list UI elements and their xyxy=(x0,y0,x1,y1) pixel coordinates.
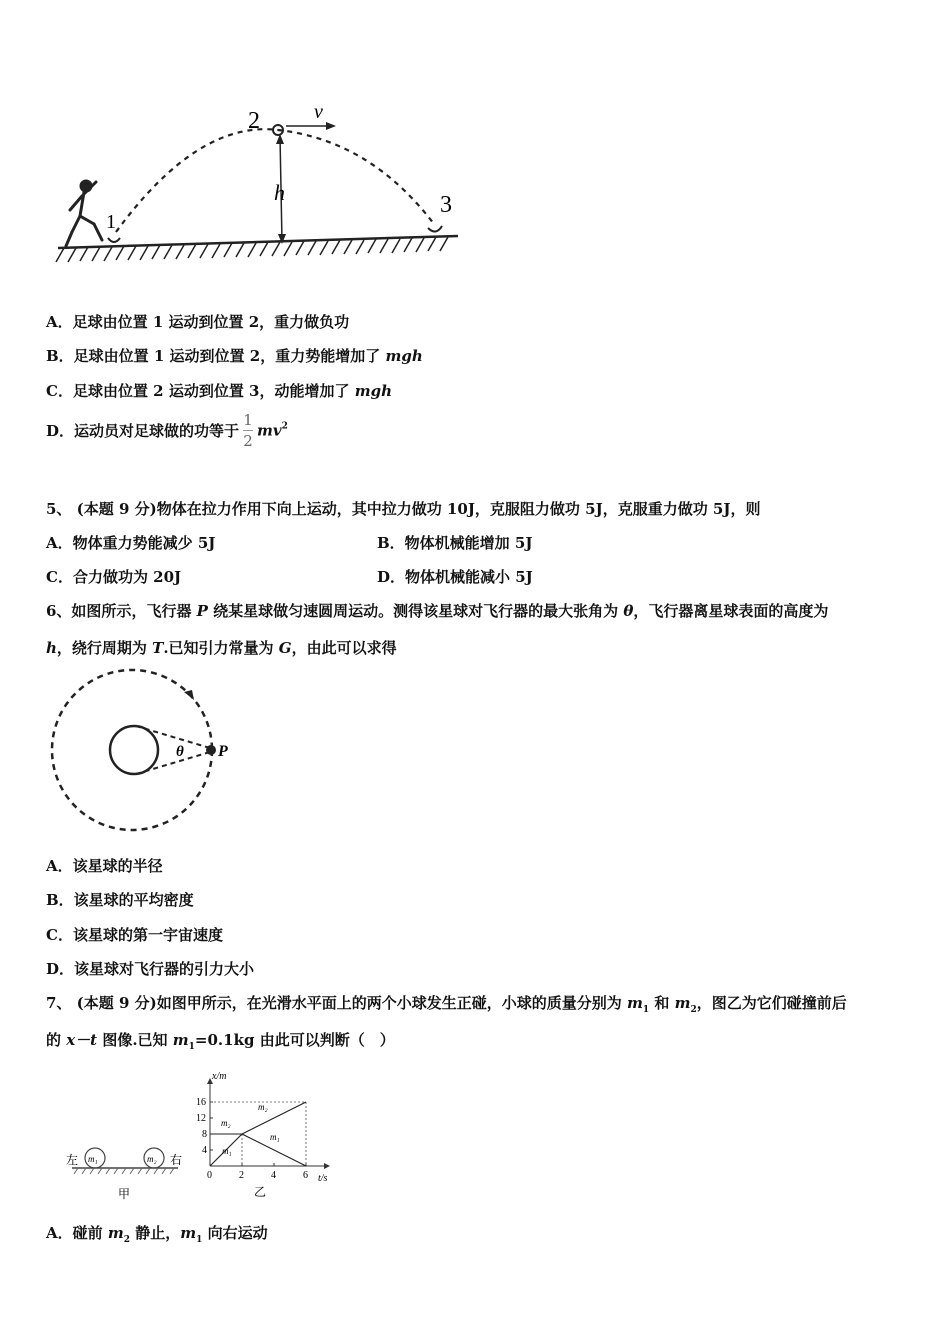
q4-option-d-text: D．运动员对足球做的功等于 xyxy=(46,422,240,440)
q6-stem-text-d: ，绕行周期为 xyxy=(56,639,153,657)
ball-position-3 xyxy=(428,226,442,232)
q6-stem-text-f: ，由此可以求得 xyxy=(291,639,397,657)
football-trajectory-figure xyxy=(50,100,470,270)
q7-stem-text-b: ，图乙为它们碰撞前后 xyxy=(696,994,847,1012)
q7-stem-var-m1: m xyxy=(626,994,643,1012)
q4-option-d-fraction xyxy=(243,412,253,449)
q6-option-b: B．该星球的平均密度 xyxy=(46,891,194,909)
left-label: 左 xyxy=(66,1153,79,1167)
q6-stem-line1 xyxy=(46,600,828,621)
q5-option-c: C．合力做功为 20J xyxy=(46,568,182,586)
label-position-1: 1 xyxy=(106,211,116,233)
q6-option-a: A．该星球的半径 xyxy=(46,857,163,875)
x-tick-label: 0 xyxy=(207,1170,212,1181)
x-tick-label: 6 xyxy=(303,1170,308,1181)
ground-hatching xyxy=(56,237,448,262)
q6-stem-var-t: T xyxy=(152,639,164,657)
y-tick-label: 8 xyxy=(202,1129,207,1140)
q7-option-a-sub-2: 2 xyxy=(123,1235,131,1245)
right-label: 右 xyxy=(170,1153,183,1167)
q7-stem-text-a: 7、 (本题 9 分)如图甲所示，在光滑水平面上的两个小球发生正碰，小球的质量分别为 xyxy=(46,994,627,1012)
q4-option-b-var: mgh xyxy=(385,347,423,365)
q7-stem-sub-2: 2 xyxy=(690,1005,697,1015)
orbit-figure xyxy=(46,668,246,838)
collision-figure-jia xyxy=(60,1140,190,1202)
series-label-after: m₂ xyxy=(258,1102,268,1112)
table-hatching xyxy=(74,1168,174,1174)
q6-stem-var-p: P xyxy=(196,602,208,620)
q7-stem-sub-3: 1 xyxy=(188,1042,195,1052)
q6-stem-text-e: .已知引力常量为 xyxy=(163,639,279,657)
q7-option-a-text-a: A．碰前 xyxy=(46,1224,108,1242)
q6-stem-var-g: G xyxy=(278,639,292,657)
xt-chart-axes xyxy=(196,1078,330,1181)
q7-stem-var-m: m xyxy=(172,1031,189,1049)
q4-option-c-var: mgh xyxy=(354,382,392,400)
fraction-denominator: 2 xyxy=(243,432,253,450)
tangent-line-lower xyxy=(136,752,210,774)
q7-stem-var-xt: x－t xyxy=(66,1031,98,1049)
label-position-2: 2 xyxy=(248,108,260,134)
angle-theta-label: θ xyxy=(176,744,184,760)
series-label-before: m₂ xyxy=(221,1118,231,1128)
y-tick-label: 4 xyxy=(202,1145,207,1156)
label-position-3: 3 xyxy=(440,192,452,218)
q6-stem-text-b: 绕某星球做匀速圆周运动。测得该星球对飞行器的最大张角为 xyxy=(207,602,624,620)
q7-option-a-text-b: 静止， xyxy=(130,1224,181,1242)
q7-stem-text-c: 的 xyxy=(46,1031,67,1049)
orbit-direction-arrow xyxy=(184,690,194,700)
q6-option-c: C．该星球的第一宇宙速度 xyxy=(46,926,223,944)
xt-chart-figure xyxy=(190,1062,350,1202)
figure-yi-caption: 乙 xyxy=(254,1185,267,1199)
planet xyxy=(110,726,158,774)
q7-stem-var-m2: m xyxy=(674,994,691,1012)
q5-option-d: D．物体机械能减小 5J xyxy=(377,568,533,586)
x-tick-label: 4 xyxy=(271,1170,276,1181)
q4-option-a: A．足球由位置 1 运动到位置 2，重力做负功 xyxy=(46,313,350,331)
spacecraft-label: P xyxy=(218,743,228,760)
fraction-numerator: 1 xyxy=(243,411,253,429)
q5-option-b: B．物体机械能增加 5J xyxy=(377,534,533,552)
q7-option-a-sub-1: 1 xyxy=(196,1235,203,1245)
q4-option-d-var: mv xyxy=(257,421,282,440)
label-velocity: v xyxy=(314,101,323,123)
x-axis-label: t/s xyxy=(318,1173,328,1184)
q6-stem-text-c: ，飞行器离星球表面的高度为 xyxy=(633,602,829,620)
q4-option-c xyxy=(46,380,392,401)
q4-option-b-text: B．足球由位置 1 运动到位置 2，重力势能增加了 xyxy=(46,347,386,365)
figure-jia-caption: 甲 xyxy=(118,1187,131,1201)
q7-stem-line1 xyxy=(46,992,847,1015)
x-axis-arrow xyxy=(324,1163,330,1169)
series-label-before: m₁ xyxy=(222,1146,232,1156)
tangent-line-upper xyxy=(136,726,210,748)
q6-stem-var-theta: θ xyxy=(623,602,634,620)
q7-option-a xyxy=(46,1222,268,1245)
q4-option-c-text: C．足球由位置 2 运动到位置 3，动能增加了 xyxy=(46,382,355,400)
ball-m1-label: m₁ xyxy=(88,1154,98,1164)
q4-option-d xyxy=(46,412,288,449)
q6-option-d: D．该星球对飞行器的引力大小 xyxy=(46,960,255,978)
q7-stem-text-e: =0.1kg 由此可以判断（ ） xyxy=(194,1031,395,1049)
q7-stem-line2 xyxy=(46,1029,395,1052)
q6-stem-var-h: h xyxy=(46,639,57,657)
q4-option-b xyxy=(46,345,423,366)
q5-option-a: A．物体重力势能减少 5J xyxy=(46,534,216,552)
series-label-after: m₁ xyxy=(270,1132,280,1142)
y-tick-label: 12 xyxy=(196,1113,206,1124)
q6-stem-line2 xyxy=(46,637,397,658)
ball-m2-label: m₂ xyxy=(147,1154,157,1164)
y-tick-label: 16 xyxy=(196,1097,206,1108)
q7-stem-text-d: 图像.已知 xyxy=(97,1031,173,1049)
q7-stem-text-and: 和 xyxy=(649,994,675,1012)
player-figure xyxy=(66,181,102,246)
q4-option-d-sup: 2 xyxy=(281,421,288,432)
q5-stem: 5、 (本题 9 分)物体在拉力作用下向上运动，其中拉力做功 10J，克服阻力做功 5J，克服重力做功 5J，则 xyxy=(46,500,761,518)
y-axis-label: x/m xyxy=(212,1071,227,1082)
q6-stem-text-a: 6、如图所示，飞行器 xyxy=(46,602,197,620)
x-tick-label: 2 xyxy=(239,1170,244,1181)
label-height: h xyxy=(274,180,285,205)
q7-stem-sub-1: 1 xyxy=(642,1005,650,1015)
xt-chart-marks xyxy=(210,1102,306,1166)
ball-position-1 xyxy=(108,238,120,242)
spacecraft-p xyxy=(206,745,216,755)
q7-option-a-text-c: 向右运动 xyxy=(202,1224,268,1242)
series-segment-m2 xyxy=(242,1102,306,1134)
q7-option-a-var-m2: m xyxy=(107,1224,124,1242)
q7-option-a-var-m1: m xyxy=(180,1224,197,1242)
velocity-arrowhead xyxy=(326,122,336,130)
